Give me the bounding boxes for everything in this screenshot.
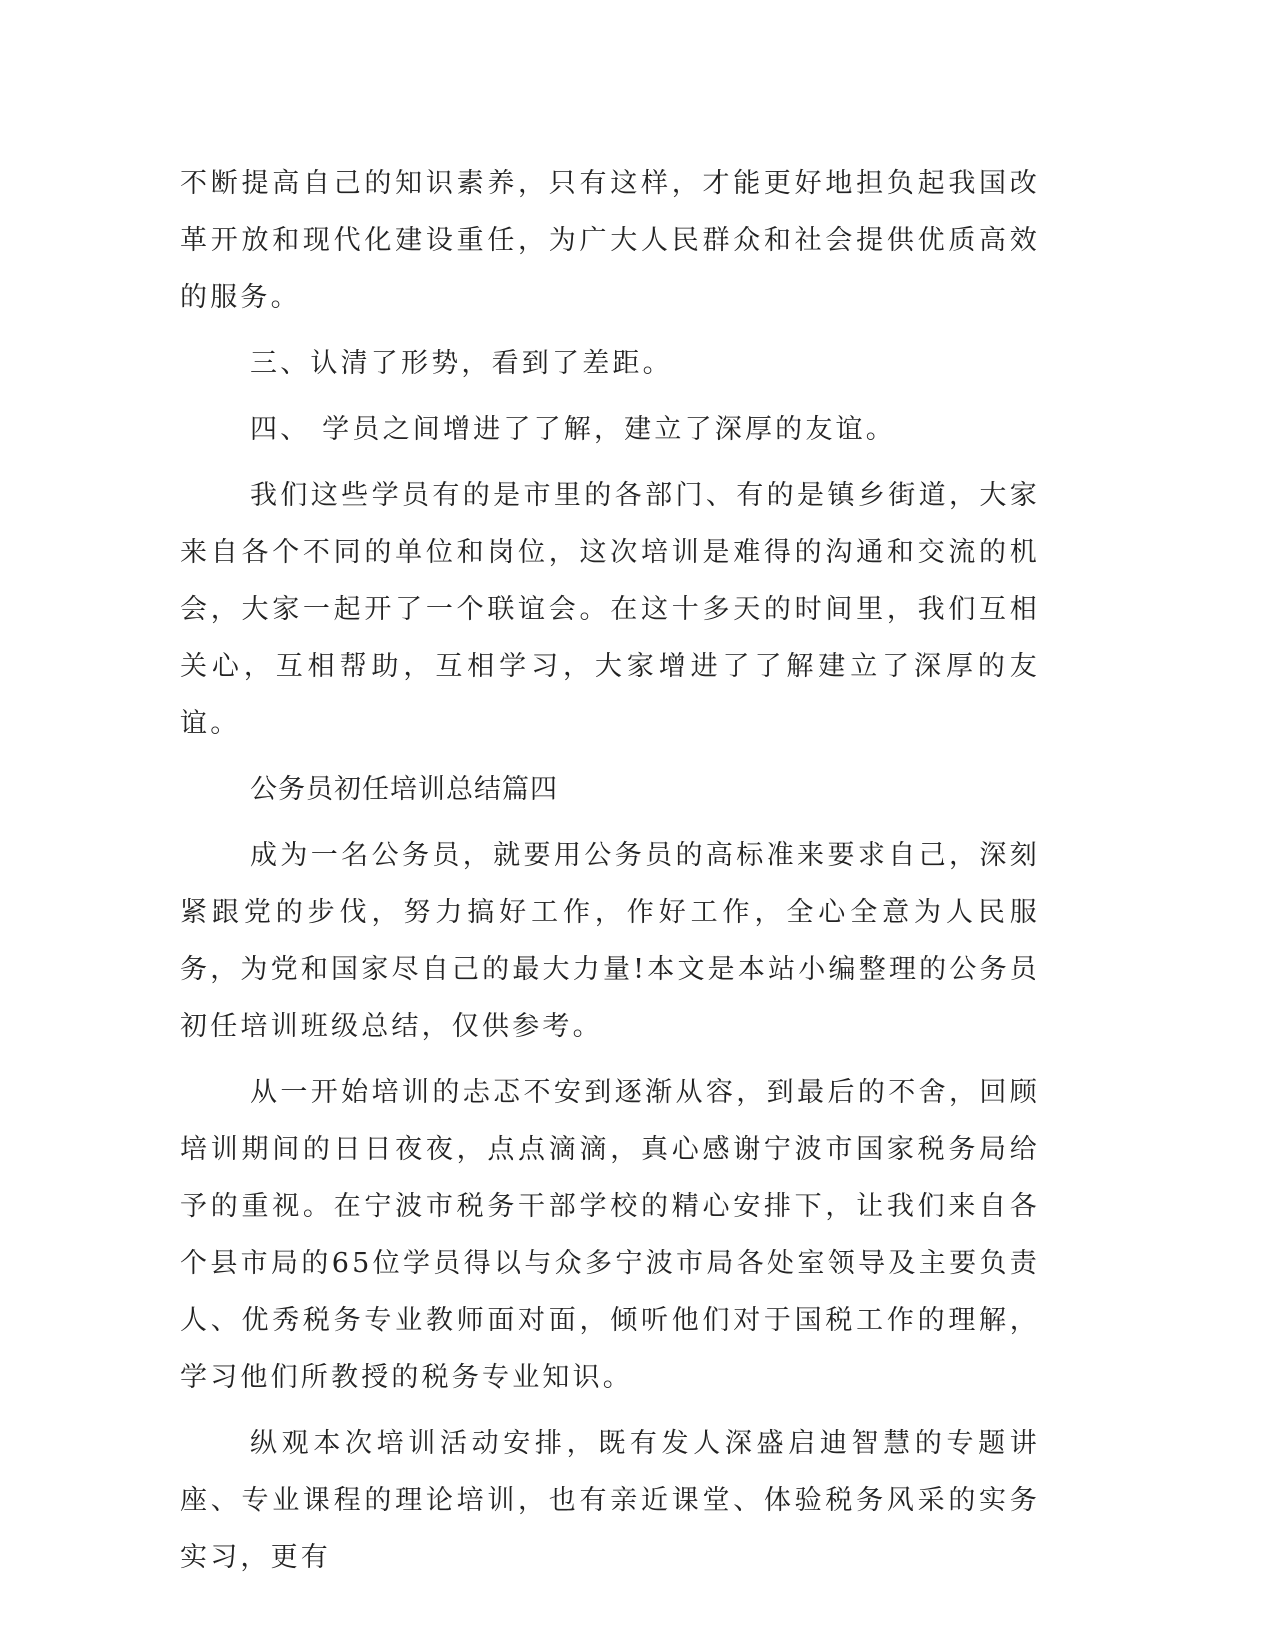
paragraph-continuation: 不断提高自己的知识素养，只有这样，才能更好地担负起我国改革开放和现代化建设重任，为广大人民群众和社会提供优质高效的服务。 xyxy=(180,168,1040,313)
paragraph-friendship: 我们这些学员有的是市里的各部门、有的是镇乡街道，大家来自各个不同的单位和岗位，这次培训是难得的沟通和交流的机会，大家一起开了一个联谊会。在这十多天的时间里，我们互相关心，互相帮助，互相学习，大家增进了了解建立了深厚的友谊。 xyxy=(180,480,1040,739)
paragraph-review: 从一开始培训的忐忑不安到逐渐从容，到最后的不舍，回顾培训期间的日日夜夜，点点滴滴，真心感谢宁波市国家税务局给予的重视。在宁波市税务干部学校的精心安排下，让我们来自各个县市局的65位学员得以与众多宁波市局各处室领导及主要负责人、优秀税务专业教师面对面，倾听他们对于国税工作的理解，学习他们所教授的税务专业知识。 xyxy=(180,1077,1040,1393)
paragraph-intro: 成为一名公务员，就要用公务员的高标准来要求自己，深刻紧跟党的步伐，努力搞好工作，作好工作，全心全意为人民服务，为党和国家尽自己的最大力量!本文是本站小编整理的公务员初任培训班级总结，仅供参考。 xyxy=(180,840,1040,1042)
paragraph-overview: 纵观本次培训活动安排，既有发人深盛启迪智慧的专题讲座、专业课程的理论培训，也有亲近课堂、体验税务风采的实务实习，更有 xyxy=(180,1428,1040,1573)
paragraph-point-three: 三、认清了形势，看到了差距。 xyxy=(250,348,673,379)
section-heading: 公务员初任培训总结篇四 xyxy=(250,774,558,805)
paragraph-point-four: 四、 学员之间增进了了解，建立了深厚的友谊。 xyxy=(250,414,896,445)
document-body xyxy=(180,155,1040,1595)
